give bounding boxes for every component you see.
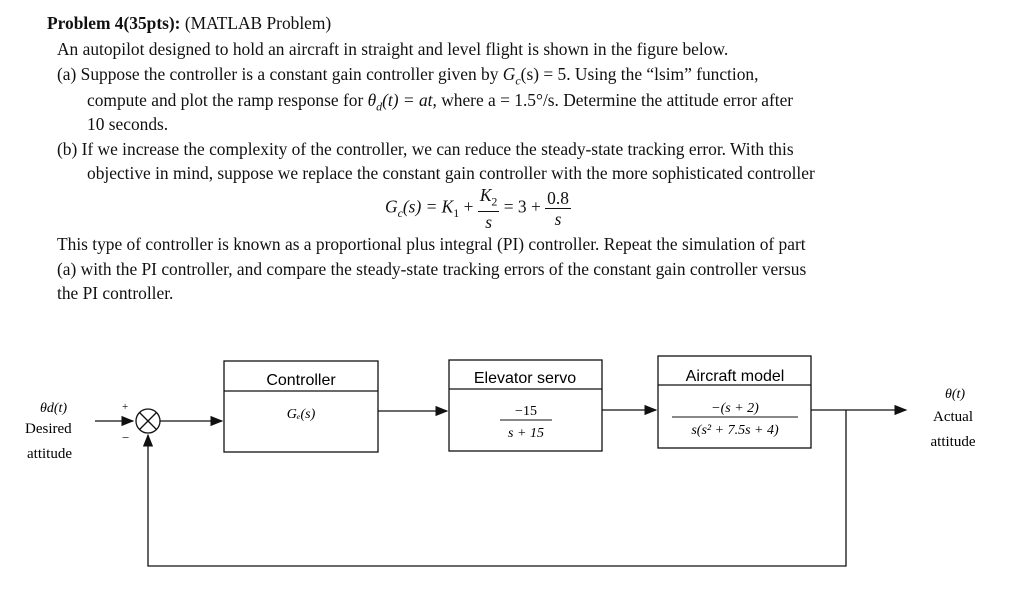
aircraft-title: Aircraft model xyxy=(685,368,785,385)
problem-number: Problem 4(35pts): xyxy=(47,13,181,33)
input-label-attitude: attitude xyxy=(27,446,72,462)
gc-symbol: G xyxy=(502,64,516,84)
servo-numerator: −15 xyxy=(515,404,537,419)
controller-tf: Gₑ(s) xyxy=(286,407,316,422)
part-a-text: (a) Suppose the controller is a constant gain controller given by xyxy=(57,64,503,84)
output-symbol: θ(t) xyxy=(944,387,966,402)
theta-symbol: θ xyxy=(367,90,377,110)
part-b-line-5: the PI controller. xyxy=(57,283,174,303)
input-symbol: θd(t) xyxy=(40,401,68,416)
ramp-input: (t) = at xyxy=(382,90,433,110)
part-a-line-3: 10 seconds. xyxy=(87,114,169,134)
aircraft-numerator: −(s + 2) xyxy=(711,401,759,416)
servo-denominator: s + 15 xyxy=(508,426,544,441)
part-b-line-2: objective in mind, suppose we replace the constant gain controller with the more sophisticated controller xyxy=(87,163,815,183)
output-label-attitude: attitude xyxy=(930,434,976,450)
eq-frac1-den: s xyxy=(485,212,492,233)
gc-value: (s) = 5 xyxy=(520,64,567,84)
gc-subscript: c xyxy=(515,73,521,88)
eq-k2: K xyxy=(479,185,492,205)
minus-sign: − xyxy=(122,430,130,445)
eq-k1: (s) = K xyxy=(402,196,454,217)
part-a-text-2: . Using the “lsim” function, xyxy=(566,64,759,84)
eq-k1-sub: 1 xyxy=(453,206,460,221)
part-a-text-3: compute and plot the ramp response for xyxy=(87,90,368,110)
part-b-line-3: This type of controller is known as a proportional plus integral (PI) controller. Repeat the simulation of part xyxy=(57,234,806,254)
eq-k2-sub: 2 xyxy=(491,194,498,209)
plus-sign: + xyxy=(122,401,129,413)
part-b-line-1: (b) If we increase the complexity of the controller, we can reduce the steady-state tracking error. With this xyxy=(57,139,794,159)
controller-title: Controller xyxy=(266,372,336,389)
output-label-actual: Actual xyxy=(933,409,973,425)
aircraft-denominator: s(s² + 7.5s + 4) xyxy=(691,423,779,438)
summing-junction xyxy=(136,409,160,433)
eq-mid: = 3 + xyxy=(503,196,541,217)
eq-plus: + xyxy=(463,196,474,217)
part-a-text-4: , where a = 1.5°/s. Determine the attitude error after xyxy=(432,90,794,110)
problem-type: (MATLAB Problem) xyxy=(184,13,332,33)
theta-subscript: d xyxy=(376,99,383,114)
intro-text: An autopilot designed to hold an aircraft in straight and level flight is shown in the figure below. xyxy=(57,39,729,59)
eq-frac2-den: s xyxy=(554,209,562,230)
eq-gc: G xyxy=(385,196,398,217)
servo-title: Elevator servo xyxy=(473,370,577,387)
eq-gc-sub: c xyxy=(397,206,403,221)
part-b-line-4: (a) with the PI controller, and compare the steady-state tracking errors of the constant gain controller versus xyxy=(57,259,807,279)
input-label-desired: Desired xyxy=(25,421,72,437)
eq-frac2-num: 0.8 xyxy=(547,188,569,209)
